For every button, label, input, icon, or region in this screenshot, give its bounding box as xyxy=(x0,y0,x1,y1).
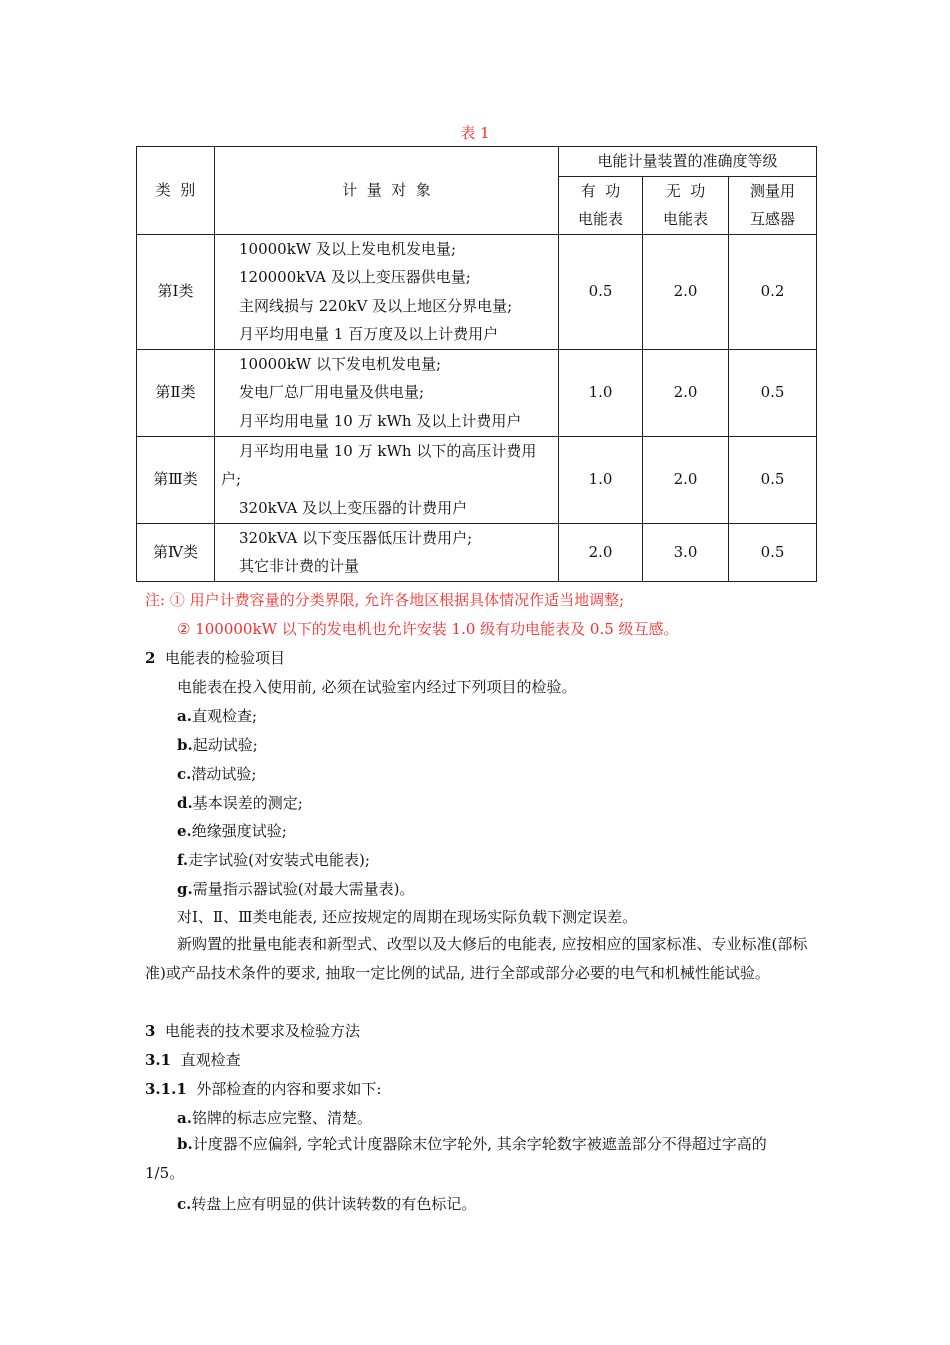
row-category: 第Ⅰ类 xyxy=(137,234,215,349)
row-active-class: 1.0 xyxy=(559,436,643,523)
row-active-class: 1.0 xyxy=(559,349,643,436)
list-item: c.转盘上应有明显的供计读转数的有色标记。 xyxy=(177,1195,477,1213)
section-3-heading: 3 电能表的技术要求及检验方法 xyxy=(145,1022,360,1040)
row-reactive-class: 2.0 xyxy=(643,234,729,349)
row-category: 第Ⅱ类 xyxy=(137,349,215,436)
table-note-1: 注: ① 用户计费容量的分类界限, 允许各地区根据具体情况作适当地调整; xyxy=(145,591,625,609)
list-item: a.铭牌的标志应完整、清楚。 xyxy=(177,1109,372,1127)
table-row xyxy=(137,349,817,436)
list-item: d.基本误差的测定; xyxy=(177,794,303,812)
table-row xyxy=(137,523,817,581)
section-3-1-heading: 3.1 直观检查 xyxy=(145,1051,241,1069)
row-ct-class: 0.2 xyxy=(729,234,817,349)
list-item: b.起动试验; xyxy=(177,736,258,754)
row-objects: 10000kW 以下发电机发电量; 发电厂总厂用电量及供电量; 月平均用电量 10 万 kWh 及以上计费用户 xyxy=(215,349,559,436)
header-reactive-meter: 无 功 电能表 xyxy=(643,176,729,234)
table-row xyxy=(137,436,817,523)
row-reactive-class: 2.0 xyxy=(643,436,729,523)
row-category: 第Ⅳ类 xyxy=(137,523,215,581)
section-2-intro: 电能表在投入使用前, 必须在试验室内经过下列项目的检验。 xyxy=(177,678,577,696)
header-category: 类 别 xyxy=(137,147,215,235)
row-active-class: 2.0 xyxy=(559,523,643,581)
table-note-2: ② 100000kW 以下的发电机也允许安装 1.0 级有功电能表及 0.5 级互感。 xyxy=(177,620,679,638)
list-item: g.需量指示器试验(对最大需量表)。 xyxy=(177,880,415,898)
row-objects: 月平均用电量 10 万 kWh 以下的高压计费用 户; 320kVA 及以上变压器的计费用户 xyxy=(215,436,559,523)
list-item: f.走字试验(对安装式电能表); xyxy=(177,851,370,869)
row-ct-class: 0.5 xyxy=(729,349,817,436)
section-3-1-1-heading: 3.1.1 外部检查的内容和要求如下: xyxy=(145,1080,382,1098)
header-accuracy-group: 电能计量装置的准确度等级 xyxy=(559,147,817,177)
table-row xyxy=(137,234,817,349)
list-item: e.绝缘强度试验; xyxy=(177,822,287,840)
section-2-paragraph-1: 对Ⅰ、Ⅱ、Ⅲ类电能表, 还应按规定的周期在现场实际负载下测定误差。 xyxy=(177,908,638,926)
header-active-meter: 有 功 电能表 xyxy=(559,176,643,234)
section-2-paragraph-2: 新购置的批量电能表和新型式、改型以及大修后的电能表, 应按相应的国家标准、专业标准(部标准)或产品技术条件的要求, 抽取一定比例的试品, 进行全部或部分必要的电气和机械性能试验。 xyxy=(145,935,808,982)
row-reactive-class: 2.0 xyxy=(643,349,729,436)
row-active-class: 0.5 xyxy=(559,234,643,349)
row-ct-class: 0.5 xyxy=(729,523,817,581)
list-item: c.潜动试验; xyxy=(177,765,257,783)
row-ct-class: 0.5 xyxy=(729,436,817,523)
section-2-heading: 2 电能表的检验项目 xyxy=(145,649,285,667)
list-item: a.直观检查; xyxy=(177,707,258,725)
table-caption: 表 1 xyxy=(460,124,490,142)
list-item: b.计度器不应偏斜, 字轮式计度器除末位字轮外, 其余字轮数字被遮盖部分不得超过字高的 1/5。 xyxy=(145,1135,767,1182)
row-objects: 320kVA 以下变压器低压计费用户; 其它非计费的计量 xyxy=(215,523,559,581)
header-transformer: 测量用 互感器 xyxy=(729,176,817,234)
row-category: 第Ⅲ类 xyxy=(137,436,215,523)
header-object: 计 量 对 象 xyxy=(215,147,559,235)
row-reactive-class: 3.0 xyxy=(643,523,729,581)
accuracy-class-table xyxy=(136,146,817,582)
row-objects: 10000kW 及以上发电机发电量; 120000kVA 及以上变压器供电量; 主网线损与 220kV 及以上地区分界电量; 月平均用电量 1 百万度及以上计费用户 xyxy=(215,234,559,349)
